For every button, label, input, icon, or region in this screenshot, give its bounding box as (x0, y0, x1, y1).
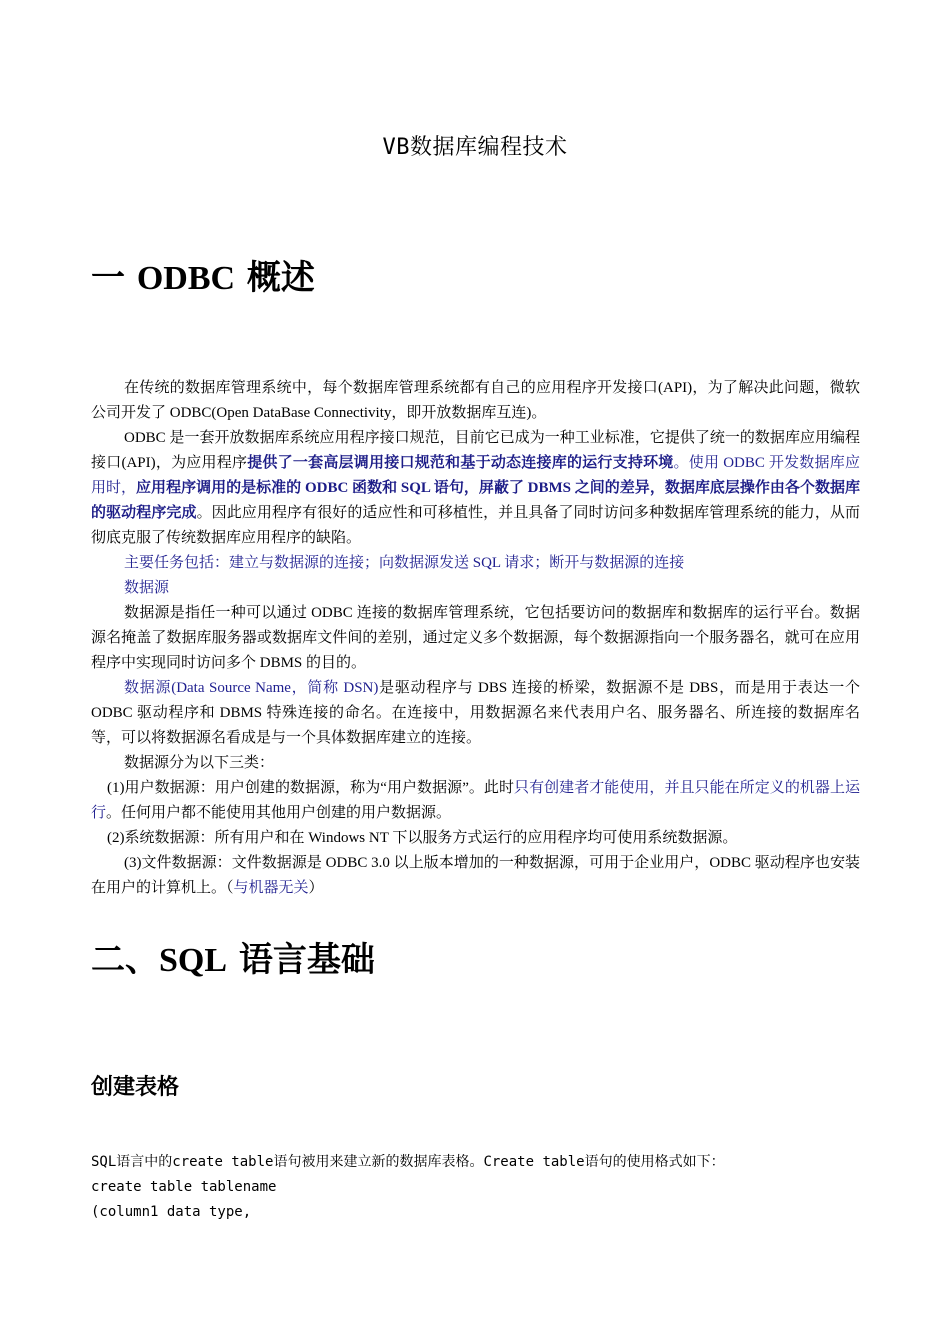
section-heading-odbc (91, 250, 315, 299)
highlight-text: 只有创建者才能使用，并且只能在所定义的机器上运行 (91, 780, 860, 821)
section-heading-sql (91, 932, 375, 981)
text-run: (1)用户数据源：用户创建的数据源，称为“用户数据源”。此时 (107, 780, 515, 796)
code-line: create table tablename (91, 1179, 277, 1195)
emphasis-text: 提供了一套高层调用接口规范和基于动态连接库的运行支持环境 (247, 455, 674, 471)
text-run: 。因此应用程序有很好的适应性和可移植性，并且具备了同时访问多种数据库管理系统的能力，从而彻底克服了传统数据库应用程序的缺陷。 (91, 505, 860, 546)
highlight-text: 与机器无关 (233, 880, 309, 896)
code-text: Create table (483, 1154, 585, 1170)
code-line (91, 1150, 860, 1175)
paragraph: (2)系统数据源：所有用户和在 Windows NT 下以服务方式运行的应用程序均可使用系统数据源。 (107, 830, 738, 846)
paragraph (91, 676, 860, 751)
paragraph: 数据源是指任一种可以通过 ODBC 连接的数据库管理系统，它包括要访问的数据库和数据库的运行平台。数据源名掩盖了数据库服务器或数据库文件间的差别，通过定义多个数据源，每个数据源指向一个服务器名，就可在应用程序中实现同时访问多个 DBMS 的目的。 (91, 605, 860, 671)
code-text: SQL (91, 1154, 117, 1170)
subsection-heading: 创建表格 (91, 1075, 180, 1100)
code-text: 语言中的 (116, 1154, 173, 1170)
paragraph: 主要任务包括：建立与数据源的连接；向数据源发送 SQL 请求；断开与数据源的连接 (124, 555, 685, 571)
text-run: (3)文件数据源：文件数据源是 ODBC 3.0 以上版本增加的一种数据源，可用于企业用户，ODBC 驱动程序也安装在用户的计算机上。（ (91, 855, 860, 896)
section-number: 一 (91, 258, 137, 298)
text-run: ） (308, 880, 324, 896)
document-title: VB数据库编程技术 (382, 135, 568, 160)
emphasis-text: 应用程序调用的是标准的 ODBC 函数和 SQL 语句，屏蔽了 DBMS 之间的差异，数据库底层操作由各个数据库的驱动程序完成 (91, 480, 860, 521)
code-text: 语句被用来建立新的数据库表格。 (273, 1154, 484, 1170)
code-text: 语句的使用格式如下： (584, 1154, 725, 1170)
text-run: 是驱动程序与 DBS 连接的桥梁，数据源不是 DBS，而是用于表达一个 ODBC 驱动程序和 DBMS 特殊连接的命名。在连接中，用数据源名来代表用户名、服务器名、所连接的数据库名等，可以将数据源名看成是与一个具体数据库建立的连接。 (91, 680, 860, 746)
paragraph-heading: 数据源 (124, 580, 170, 596)
paragraph (91, 426, 860, 551)
section-keyword: SQL (159, 942, 228, 979)
paragraph: 在传统的数据库管理系统中，每个数据库管理系统都有自己的应用程序开发接口(API)，为了解决此问题，微软公司开发了 ODBC(Open DataBase Connectivity，即开放数据库互连)。 (91, 380, 860, 421)
code-text: create table (172, 1154, 274, 1170)
section-label: 概述 (235, 258, 315, 298)
paragraph: 数据源分为以下三类： (124, 755, 275, 771)
odbc-body (91, 376, 860, 901)
highlight-text: 数据源(Data Source Name，简称 DSN) (124, 680, 379, 696)
paragraph (91, 851, 860, 901)
section-number: 二、 (91, 940, 159, 980)
paragraph (91, 776, 860, 826)
section-label: 语言基础 (227, 940, 375, 980)
text-run: 。任何用户都不能使用其他用户创建的用户数据源。 (106, 805, 452, 821)
text-run: ODBC 是一套开放数据库系统应用程序接口规范，目前它已成为一种工业标准，它提供了统一的数据库应用编程接口(API)，为应用程序 (91, 430, 860, 471)
sql-code-block (91, 1150, 860, 1225)
section-keyword: ODBC (136, 260, 236, 297)
highlight-text: 。使用 ODBC 开发数据库应用时， (91, 455, 860, 496)
code-line: (column1 data type, (91, 1204, 252, 1220)
